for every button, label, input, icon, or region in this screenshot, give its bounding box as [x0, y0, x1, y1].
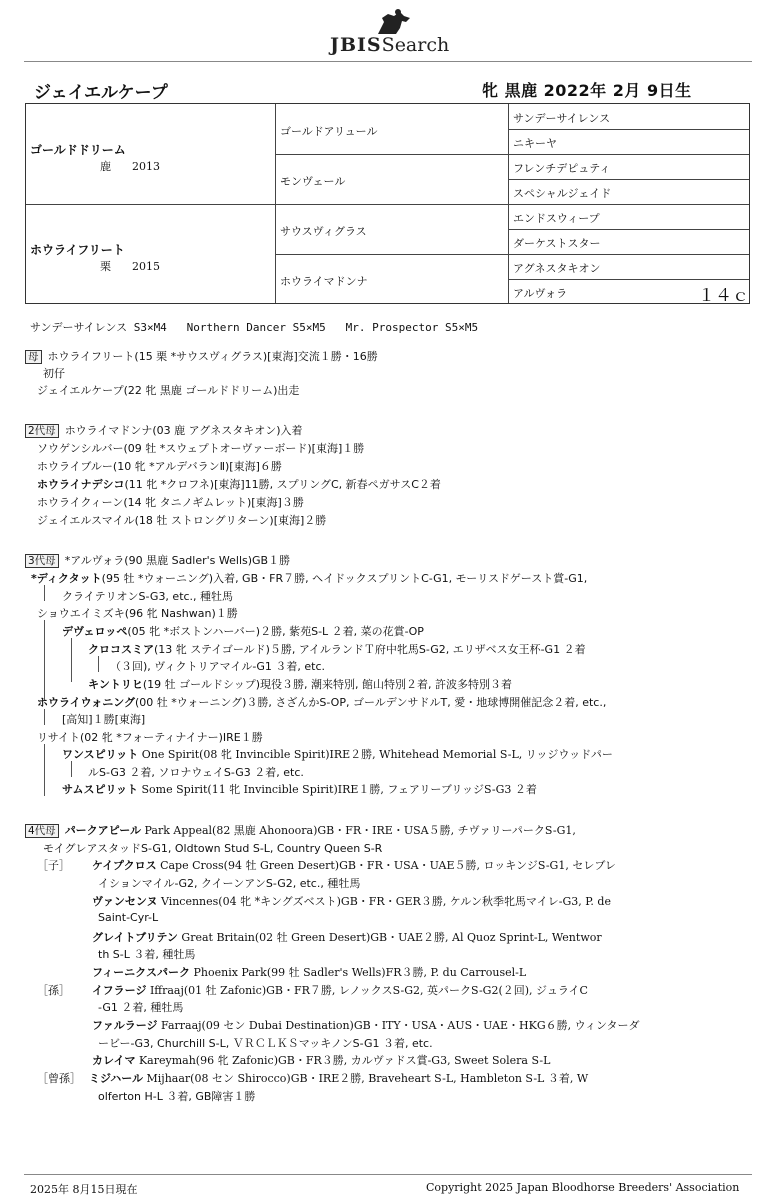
- dam-sub: 栗 2015: [100, 260, 160, 273]
- g4dam-line-8: フィーニクスパーク Phoenix Park(99 牡 Sadler's Wells)FR３勝, P. du Carrousel-L: [92, 966, 527, 979]
- family-number: １４ｃ: [698, 286, 749, 306]
- g2dam-line-3: ホウライクィーン(14 牝 タニノギムレット)[東海]３勝: [37, 496, 304, 509]
- dam-tag: 母: [25, 350, 42, 364]
- dam-line-2: ジェイエルケープ(22 牝 黒鹿 ゴールドドリーム)出走: [37, 384, 300, 397]
- g3dam-line-8: [高知]１勝[東海]: [62, 713, 146, 726]
- g4dam-head: 4代母 パークアピール Park Appeal(82 黒鹿 Ahonoora)GB・FR・IRE・USA５勝, チヴァリーパークS-G1,: [25, 822, 576, 838]
- footer-copyright: Copyright 2025 Japan Bloodhorse Breeders' Association: [426, 1181, 740, 1194]
- g3dam-head-text: *アルヴォラ(90 黒鹿 Sadler's Wells)GB１勝: [64, 554, 291, 567]
- logo-text-search: Search: [381, 34, 450, 56]
- g3-0: サンデーサイレンス: [513, 112, 611, 125]
- g2-1: モンヴェール: [280, 175, 346, 188]
- pedigree-table: [25, 103, 750, 304]
- g2dam-head: [25, 422, 303, 438]
- g4dam-line-14: ［曾孫］ ミジハール Mijhaar(08 セン Shirocco)GB・IRE２勝, Braveheart S-L, Hambleton S-L ３着, W: [37, 1072, 589, 1085]
- g3-3: スペシャルジェイド: [513, 187, 612, 200]
- g4dam-line-4: ヴァンセンヌ Vincennes(04 牝 *キングズベスト)GB・FR・GER３勝, ケルン秋季牝馬マイレ-G3, P. de: [92, 895, 611, 908]
- g2dam-tag: 2代母: [25, 424, 59, 438]
- g3-7: アルヴォラ: [513, 287, 568, 300]
- g4dam-line-7: th S-L ３着, 種牡馬: [98, 948, 196, 961]
- g3dam-line-4: クロコスミア(13 牝 ステイゴールド)５勝, アイルランドＴ府中牝馬S-G2, エリザベス女王杯-G1 ２着: [88, 643, 586, 656]
- g4dam-line-12: ービー-G3, Churchill S-L, ＶＲＣＬＫＳマッキノンS-G1 ３着, etc.: [98, 1037, 433, 1050]
- dam-section-head: [25, 348, 378, 364]
- g4dam-line-11: ファルラージ Farraaj(09 セン Dubai Destination)GB・ITY・USA・AUS・UAE・HKG６勝, ウィンターダ: [92, 1019, 640, 1032]
- horse-name: ジェイエルケープ: [34, 83, 168, 103]
- g3dam-line-1: クライテリオンS-G3, etc., 種牡馬: [62, 590, 234, 603]
- g3dam-line-9: リサイト(02 牝 *フォーティナイナー)IRE１勝: [37, 731, 263, 744]
- dam-line-1: 初仔: [43, 367, 65, 380]
- logo-text: JBIS: [330, 34, 382, 56]
- g3dam-line-10: ワンスピリット One Spirit(08 牝 Invincible Spirit)IRE２勝, Whitehead Memorial S-L, リッジウッドパー: [62, 748, 613, 761]
- g3dam-tag: 3代母: [25, 554, 59, 568]
- g4dam-line-3: イションマイル-G2, クイーンアンS-G2, etc., 種牡馬: [98, 877, 361, 890]
- g4dam-line-2: ［子］ ケイプクロス Cape Cross(94 牡 Green Desert)GB・FR・USA・UAE５勝, ロッキンジS-G1, セレブレ: [37, 859, 616, 872]
- g3-6: アグネスタキオン: [513, 262, 601, 275]
- g3dam-line-5: （３回), ヴィクトリアマイル-G1 ３着, etc.: [110, 660, 326, 673]
- g3dam-line-12: サムスピリット Some Spirit(11 牝 Invincible Spirit)IRE１勝, フェアリーブリッジS-G3 ２着: [62, 783, 537, 796]
- g2-2: サウスヴィグラス: [280, 225, 367, 238]
- g4dam-tag: 4代母: [25, 824, 59, 838]
- header-rule: [24, 61, 752, 62]
- inbreeding-line: サンデーサイレンス S3×M4 Northern Dancer S5×M5 Mr. Prospector S5×M5: [30, 321, 479, 334]
- g4dam-line-13: カレイマ Kareymah(96 牝 Zafonic)GB・FR３勝, カルヴァドス賞-G3, Sweet Solera S-L: [92, 1054, 551, 1067]
- g3dam-line-11: ルS-G3 ２着, ソロナウェイS-G3 ２着, etc.: [88, 766, 304, 779]
- g3dam-line-7: ホウライウォニング(00 牡 *ウォーニング)３勝, さざんかS-OP, ゴールデンサドルT, 愛・地球博開催記念２着, etc.,: [37, 696, 607, 709]
- jbis-logo: [330, 8, 470, 56]
- g4dam-line-5: Saint-Cyr-L: [98, 911, 159, 924]
- g4dam-line-9: ［孫］ イフラージ Iffraaj(01 牡 Zafonic)GB・FR７勝, レノックスS-G2, 英パークS-G2(２回), ジュライC: [37, 984, 588, 997]
- g4dam-line-10: -G1 ２着, 種牡馬: [98, 1001, 184, 1014]
- g2dam-line-1: ホウライブルー(10 牝 *アルデバランⅡ)[東海]６勝: [37, 460, 282, 473]
- g2dam-line-0: ソウゲンシルバー(09 牡 *スウェプトオーヴァーボード)[東海]１勝: [37, 442, 365, 455]
- dam-line-0: ホウライフリート(15 栗 *サウスヴィグラス)[東海]交流１勝・16勝: [47, 350, 378, 363]
- dam-cell: [30, 241, 160, 274]
- g3-1: ニキーヤ: [513, 137, 557, 150]
- g3dam-line-2: ショウエイミズキ(96 牝 Nashwan)１勝: [37, 607, 238, 620]
- g4dam-line-6: グレイトブリテン Great Britain(02 牡 Green Desert)GB・UAE２勝, Al Quoz Sprint-L, Wentwor: [92, 931, 602, 944]
- g2dam-head-text: ホウライマドンナ(03 鹿 アグネスタキオン)入着: [64, 424, 303, 437]
- g3-2: フレンチデピュティ: [513, 162, 611, 175]
- g2dam-line-4: ジェイエルスマイル(18 牡 ストロングリターン)[東海]２勝: [37, 514, 327, 527]
- g4dam-line-15: olferton H-L ３着, GB障害１勝: [98, 1090, 256, 1103]
- g3-4: エンドスウィープ: [513, 212, 600, 225]
- g2dam-line-2: ホウライナデシコ(11 牝 *クロフネ)[東海]11勝, スプリングC, 新春ペガサスC２着: [37, 478, 441, 491]
- sire-cell: [30, 141, 160, 174]
- dam-name: ホウライフリート: [30, 243, 125, 257]
- g3-5: ダーケストスター: [513, 237, 601, 250]
- g3dam-line-3: デヴェロッペ(05 牝 *ボストンハーバー)２勝, 紫苑S-L ２着, 菜の花賞-OP: [62, 625, 424, 638]
- footer-rule: [24, 1174, 752, 1175]
- horse-info: 牝 黒鹿 2022年 2月 9日生: [482, 81, 692, 100]
- g3dam-line-0: *ディクタット(95 牡 *ウォーニング)入着, GB・FR７勝, ヘイドックスプリントC-G1, モーリスドゲースト賞-G1,: [31, 572, 588, 585]
- footer-date: 2025年 8月15日現在: [30, 1183, 138, 1196]
- g4dam-line-1: モイグレアスタッドS-G1, Oldtown Stud S-L, Country Queen S-R: [43, 842, 383, 855]
- g2-3: ホウライマドンナ: [280, 275, 368, 288]
- g2-0: ゴールドアリュール: [280, 125, 378, 138]
- sire-name: ゴールドドリーム: [30, 143, 126, 157]
- g3dam-head: [25, 552, 290, 568]
- horse-jockey-icon: [374, 8, 414, 36]
- g3dam-line-6: キントリヒ(19 牡 ゴールドシップ)現役３勝, 潮来特別, 館山特別２着, 許波多特別３着: [88, 678, 513, 691]
- sire-sub: 鹿 2013: [100, 160, 160, 173]
